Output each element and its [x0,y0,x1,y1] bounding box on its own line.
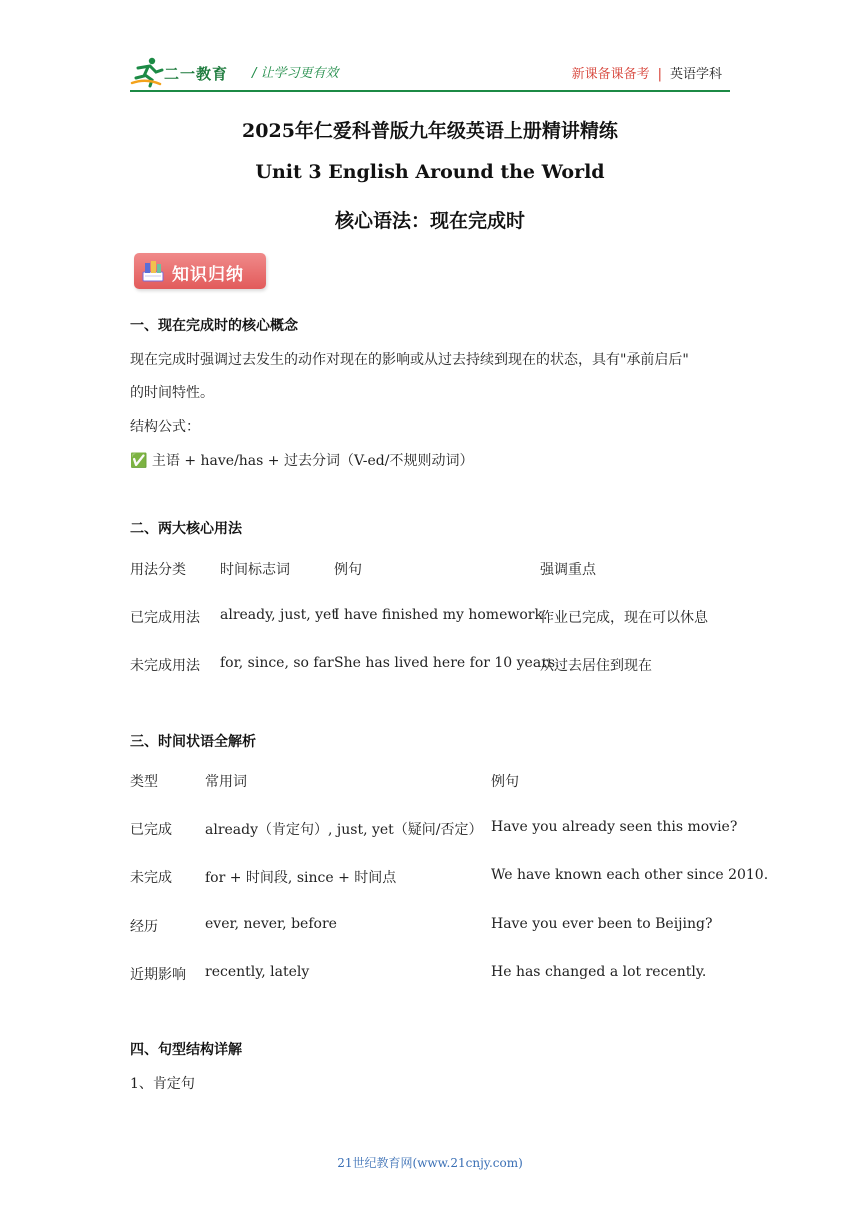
unit-title: Unit 3 English Around the World [255,161,605,183]
topic-title: 核心语法：现在完成时 [334,210,525,232]
section-1-paragraph-line-1: 现在完成时强调过去发生的动作对现在的影响或从过去持续到现在的状态，具有"承前启后" [130,352,689,368]
document-title: 2025年仁爱科普版九年级英语上册精讲精练 [242,120,618,142]
page-footer: 21世纪教育网(www.21cnjy.com) [337,1156,523,1170]
page-header [130,56,730,90]
usage-table-cell: I have finished my homework. [334,607,548,623]
header-divider [130,90,730,92]
section-1-heading: 一、现在完成时的核心概念 [130,318,298,334]
book-stack-icon [140,258,166,284]
adverbial-table-cell: recently, lately [205,964,310,980]
header-course-label: 新课备课备考 [571,67,650,82]
runner-logo-icon [130,56,164,88]
header-right [572,63,722,82]
adverbial-table-cell: 经历 [130,919,158,935]
section-3-heading: 三、时间状语全解析 [130,734,256,750]
adverbial-table-cell: We have known each other since 2010. [491,867,769,883]
header-subject: 英语学科 [669,67,722,82]
adverbial-table-cell: 近期影响 [130,967,186,983]
knowledge-summary-badge [134,253,266,289]
adverbial-table-cell: Have you ever been to Beijing? [491,916,713,932]
logo-text: 二一教育 [164,65,229,83]
badge-label: 知识归纳 [172,265,244,285]
adverbial-table-cell: already（肯定句）, just, yet（疑问/否定） [205,822,483,838]
usage-table-cell: already, just, yet [220,607,337,623]
usage-table-header: 例句 [334,562,362,578]
usage-table-header: 时间标志词 [220,562,290,578]
adverbial-table-cell: for + 时间段, since + 时间点 [205,870,397,886]
adverbial-table-cell: 已完成 [130,822,172,838]
adverbial-table-header: 常用词 [205,774,247,790]
usage-table-cell: 已完成用法 [130,610,200,626]
adverbial-table-cell: 未完成 [130,870,172,886]
adverbial-table-cell: He has changed a lot recently. [491,964,707,980]
usage-table-header: 用法分类 [130,562,186,578]
adverbial-table-header: 类型 [130,774,158,790]
usage-table-cell: 作业已完成，现在可以休息 [540,610,708,626]
usage-table-cell: 从过去居住到现在 [540,658,652,674]
adverbial-table-header: 例句 [491,774,519,790]
usage-table-cell: for, since, so far [220,655,334,671]
section-4-item-1: 1、肯定句 [130,1076,195,1092]
section-4-heading: 四、句型结构详解 [130,1042,242,1058]
adverbial-table-cell: Have you already seen this movie? [491,819,738,835]
logo [130,56,240,88]
section-1-paragraph-line-2: 的时间特性。 [130,385,214,401]
header-separator: | [657,67,662,82]
usage-table-cell: She has lived here for 10 years. [334,655,560,671]
adverbial-table-cell: ever, never, before [205,916,337,932]
slogan: / 让学习更有效 [252,66,339,81]
usage-table-cell: 未完成用法 [130,658,200,674]
formula-label: 结构公式： [130,419,200,435]
usage-table-header: 强调重点 [540,562,596,578]
section-2-heading: 二、两大核心用法 [130,521,242,537]
structure-formula: ✅ 主语 + have/has + 过去分词（V-ed/不规则动词） [130,453,474,469]
